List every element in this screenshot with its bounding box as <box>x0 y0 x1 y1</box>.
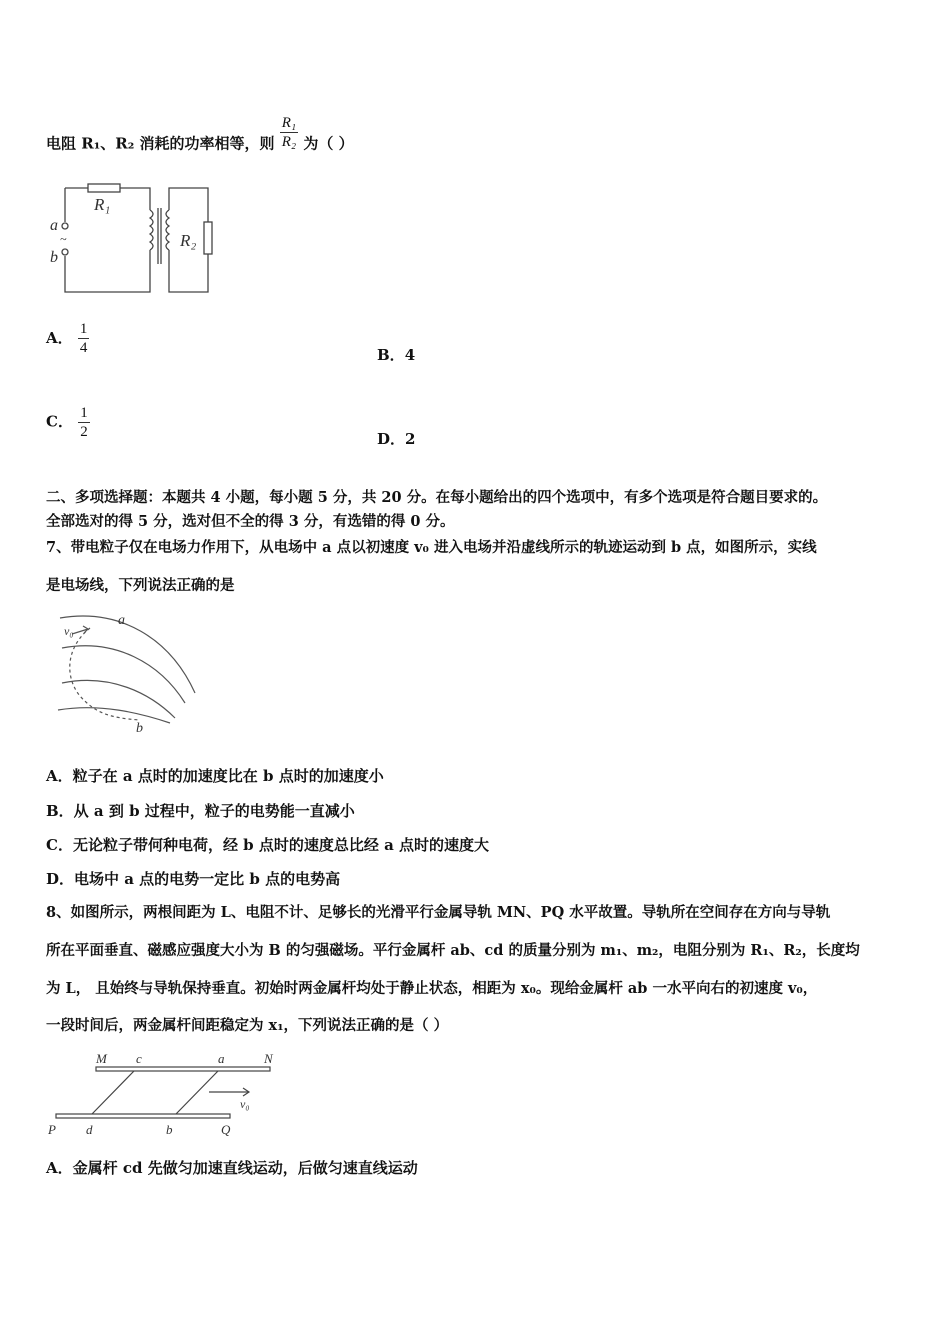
q7-option-b: B．从 a 到 b 过程中，粒子的电势能一直减小 <box>46 802 355 820</box>
q6-option-a <box>46 320 89 357</box>
q6-option-c-numerator: 1 <box>80 405 88 421</box>
q7-label-b: b <box>136 721 143 736</box>
q6-option-b-text: 4 <box>404 346 416 364</box>
q8-label-a: a <box>218 1051 225 1066</box>
q6-label-b: b <box>50 249 58 266</box>
q6-label-r2: R₂ <box>180 231 197 250</box>
q7-electric-field-figure <box>50 608 210 738</box>
q8-label-p: P <box>48 1122 56 1137</box>
q6-ratio-fraction <box>280 114 298 151</box>
q6-stem-after: 为（ ） <box>303 134 354 153</box>
q8-label-b: b <box>166 1122 173 1137</box>
q7-label-v0: v₀ <box>64 624 74 638</box>
q6-option-c-denominator: 2 <box>80 424 88 440</box>
q8-label-q: Q <box>221 1122 231 1137</box>
q6-label-r1: R₁ <box>94 195 111 214</box>
q7-option-d: D．电场中 a 点的电势一定比 b 点的电势高 <box>46 870 341 888</box>
q7-label-a: a <box>118 613 125 628</box>
q7-stem-line2: 是电场线，下列说法正确的是 <box>46 577 235 594</box>
q6-option-c-letter: C． <box>46 412 73 431</box>
q7-stem-line1: 7、带电粒子仅在电场力作用下，从电场中 a 点以初速度 v₀ 进入电场并沿虚线所示的轨迹运动到 b 点，如图所示，实线 <box>46 539 817 556</box>
q6-option-b-letter: B． <box>377 346 405 364</box>
q6-option-d <box>377 428 415 449</box>
q7-option-c: C．无论粒子带何种电荷，经 b 点时的速度总比经 a 点时的速度大 <box>46 836 490 854</box>
q8-label-d: d <box>86 1122 93 1137</box>
q6-option-a-letter: A． <box>46 328 73 347</box>
q6-stem <box>46 115 354 163</box>
q8-label-n: N <box>264 1051 273 1066</box>
q8-option-a: A．金属杆 cd 先做匀加速直线运动，后做匀速直线运动 <box>46 1159 418 1177</box>
q6-option-a-numerator: 1 <box>79 321 88 337</box>
q8-label-m: M <box>96 1051 107 1066</box>
q8-stem-line2: 所在平面垂直、磁感应强度大小为 B 的匀强磁场。平行金属杆 ab、cd 的质量分别为 m₁、m₂，电阻分别为 R₁、R₂，长度均 <box>46 942 860 959</box>
q8-label-v0: v₀ <box>240 1097 250 1111</box>
q8-stem-line4: 一段时间后，两金属杆间距稳定为 x₁，下列说法正确的是（ ） <box>46 1017 449 1034</box>
q6-option-a-denominator: 4 <box>79 340 88 356</box>
q6-option-d-text: 2 <box>405 430 416 448</box>
q8-rails-figure <box>44 1048 284 1140</box>
q7-option-a: A．粒子在 a 点时的加速度比在 b 点时的加速度小 <box>46 767 384 785</box>
q6-option-c-fraction <box>78 404 90 441</box>
q6-ratio-denominator: R₂ <box>281 134 297 150</box>
q6-ratio-numerator: R₁ <box>281 115 297 131</box>
q6-label-ac: ~ <box>60 232 67 246</box>
q6-option-c <box>46 404 90 441</box>
q8-label-c: c <box>136 1051 142 1066</box>
q6-option-d-letter: D． <box>377 430 406 448</box>
q6-option-b <box>377 344 415 365</box>
section2-heading-line2: 全部选对的得 5 分，选对但不全的得 3 分，有选错的得 0 分。 <box>46 513 455 530</box>
q8-stem-line1: 8、如图所示，两根间距为 L、电阻不计、足够长的光滑平行金属导轨 MN、PQ 水平故置。导轨所在空间存在方向与导轨 <box>46 904 831 921</box>
q6-transformer-circuit-figure <box>40 180 230 300</box>
q6-label-a: a <box>50 217 58 234</box>
q6-option-a-fraction <box>78 320 90 357</box>
section2-heading-line1: 二、多项选择题：本题共 4 小题，每小题 5 分，共 20 分。在每小题给出的四个选项中，有多个选项是符合题目要求的。 <box>46 489 828 506</box>
q8-stem-line3: 为 L， 且始终与导轨保持垂直。初始时两金属杆均处于静止状态，相距为 x₀。现给金属杆 ab 一水平向右的初速度 v₀， <box>46 980 818 997</box>
q6-stem-before: 电阻 R₁、R₂ 消耗的功率相等，则 <box>46 134 275 153</box>
